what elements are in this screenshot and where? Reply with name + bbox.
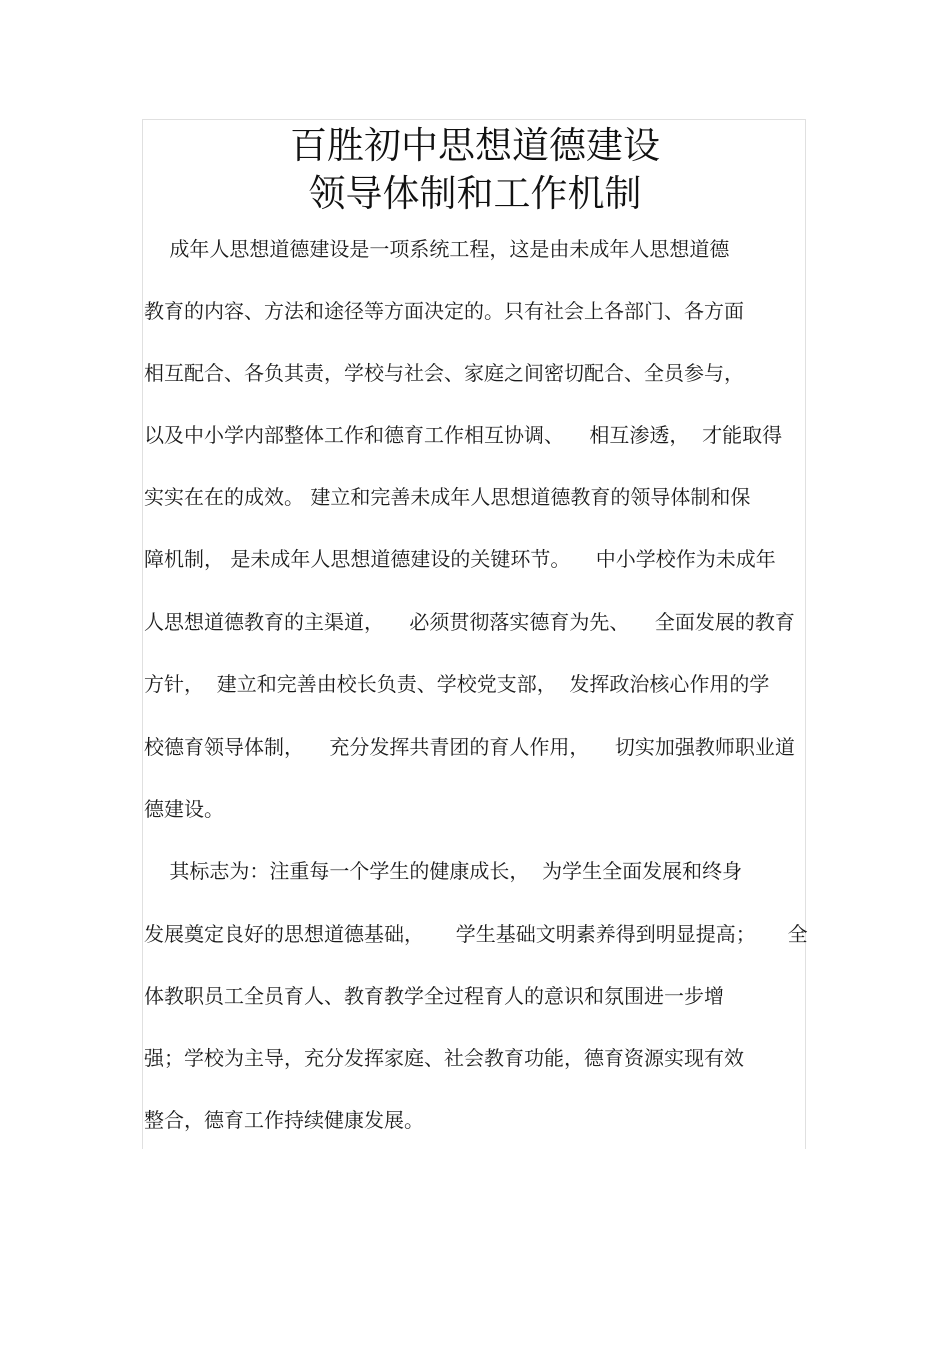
text-line: 方针， 建立和完善由校长负责、学校党支部， 发挥政治核心作用的学	[144, 672, 770, 696]
document-title-line-1: 百胜初中思想道德建设	[290, 124, 660, 167]
text-line: 教育的内容、方法和途径等方面决定的。只有社会上各部门、各方面	[144, 299, 744, 323]
text-line: 强；学校为主导，充分发挥家庭、社会教育功能，德育资源实现有效	[144, 1046, 744, 1070]
text-line: 其标志为：注重每一个学生的健康成长， 为学生全面发展和终身	[144, 859, 743, 883]
text-line: 实实在在的成效。 建立和完善未成年人思想道德教育的领导体制和保	[144, 485, 751, 509]
text-line: 校德育领导体制， 充分发挥共青团的育人作用， 切实加强教师职业道	[144, 735, 795, 759]
text-line: 相互配合、各负其责，学校与社会、家庭之间密切配合、全员参与，	[144, 361, 744, 385]
text-line: 障机制， 是未成年人思想道德建设的关键环节。 中小学校作为未成年	[144, 547, 776, 571]
text-line: 成年人思想道德建设是一项系统工程，这是由未成年人思想道德	[144, 237, 730, 261]
document-title-line-2: 领导体制和工作机制	[308, 172, 642, 215]
text-line: 发展奠定良好的思想道德基础， 学生基础文明素养得到明显提高； 全	[144, 922, 808, 946]
text-line: 整合，德育工作持续健康发展。	[144, 1108, 424, 1132]
text-line: 体教职员工全员育人、教育教学全过程育人的意识和氛围进一步增	[144, 984, 724, 1008]
text-line: 人思想道德教育的主渠道， 必须贯彻落实德育为先、 全面发展的教育	[144, 610, 795, 634]
text-line: 德建设。	[144, 797, 224, 821]
text-line: 以及中小学内部整体工作和德育工作相互协调、 相互渗透， 才能取得	[144, 423, 783, 447]
